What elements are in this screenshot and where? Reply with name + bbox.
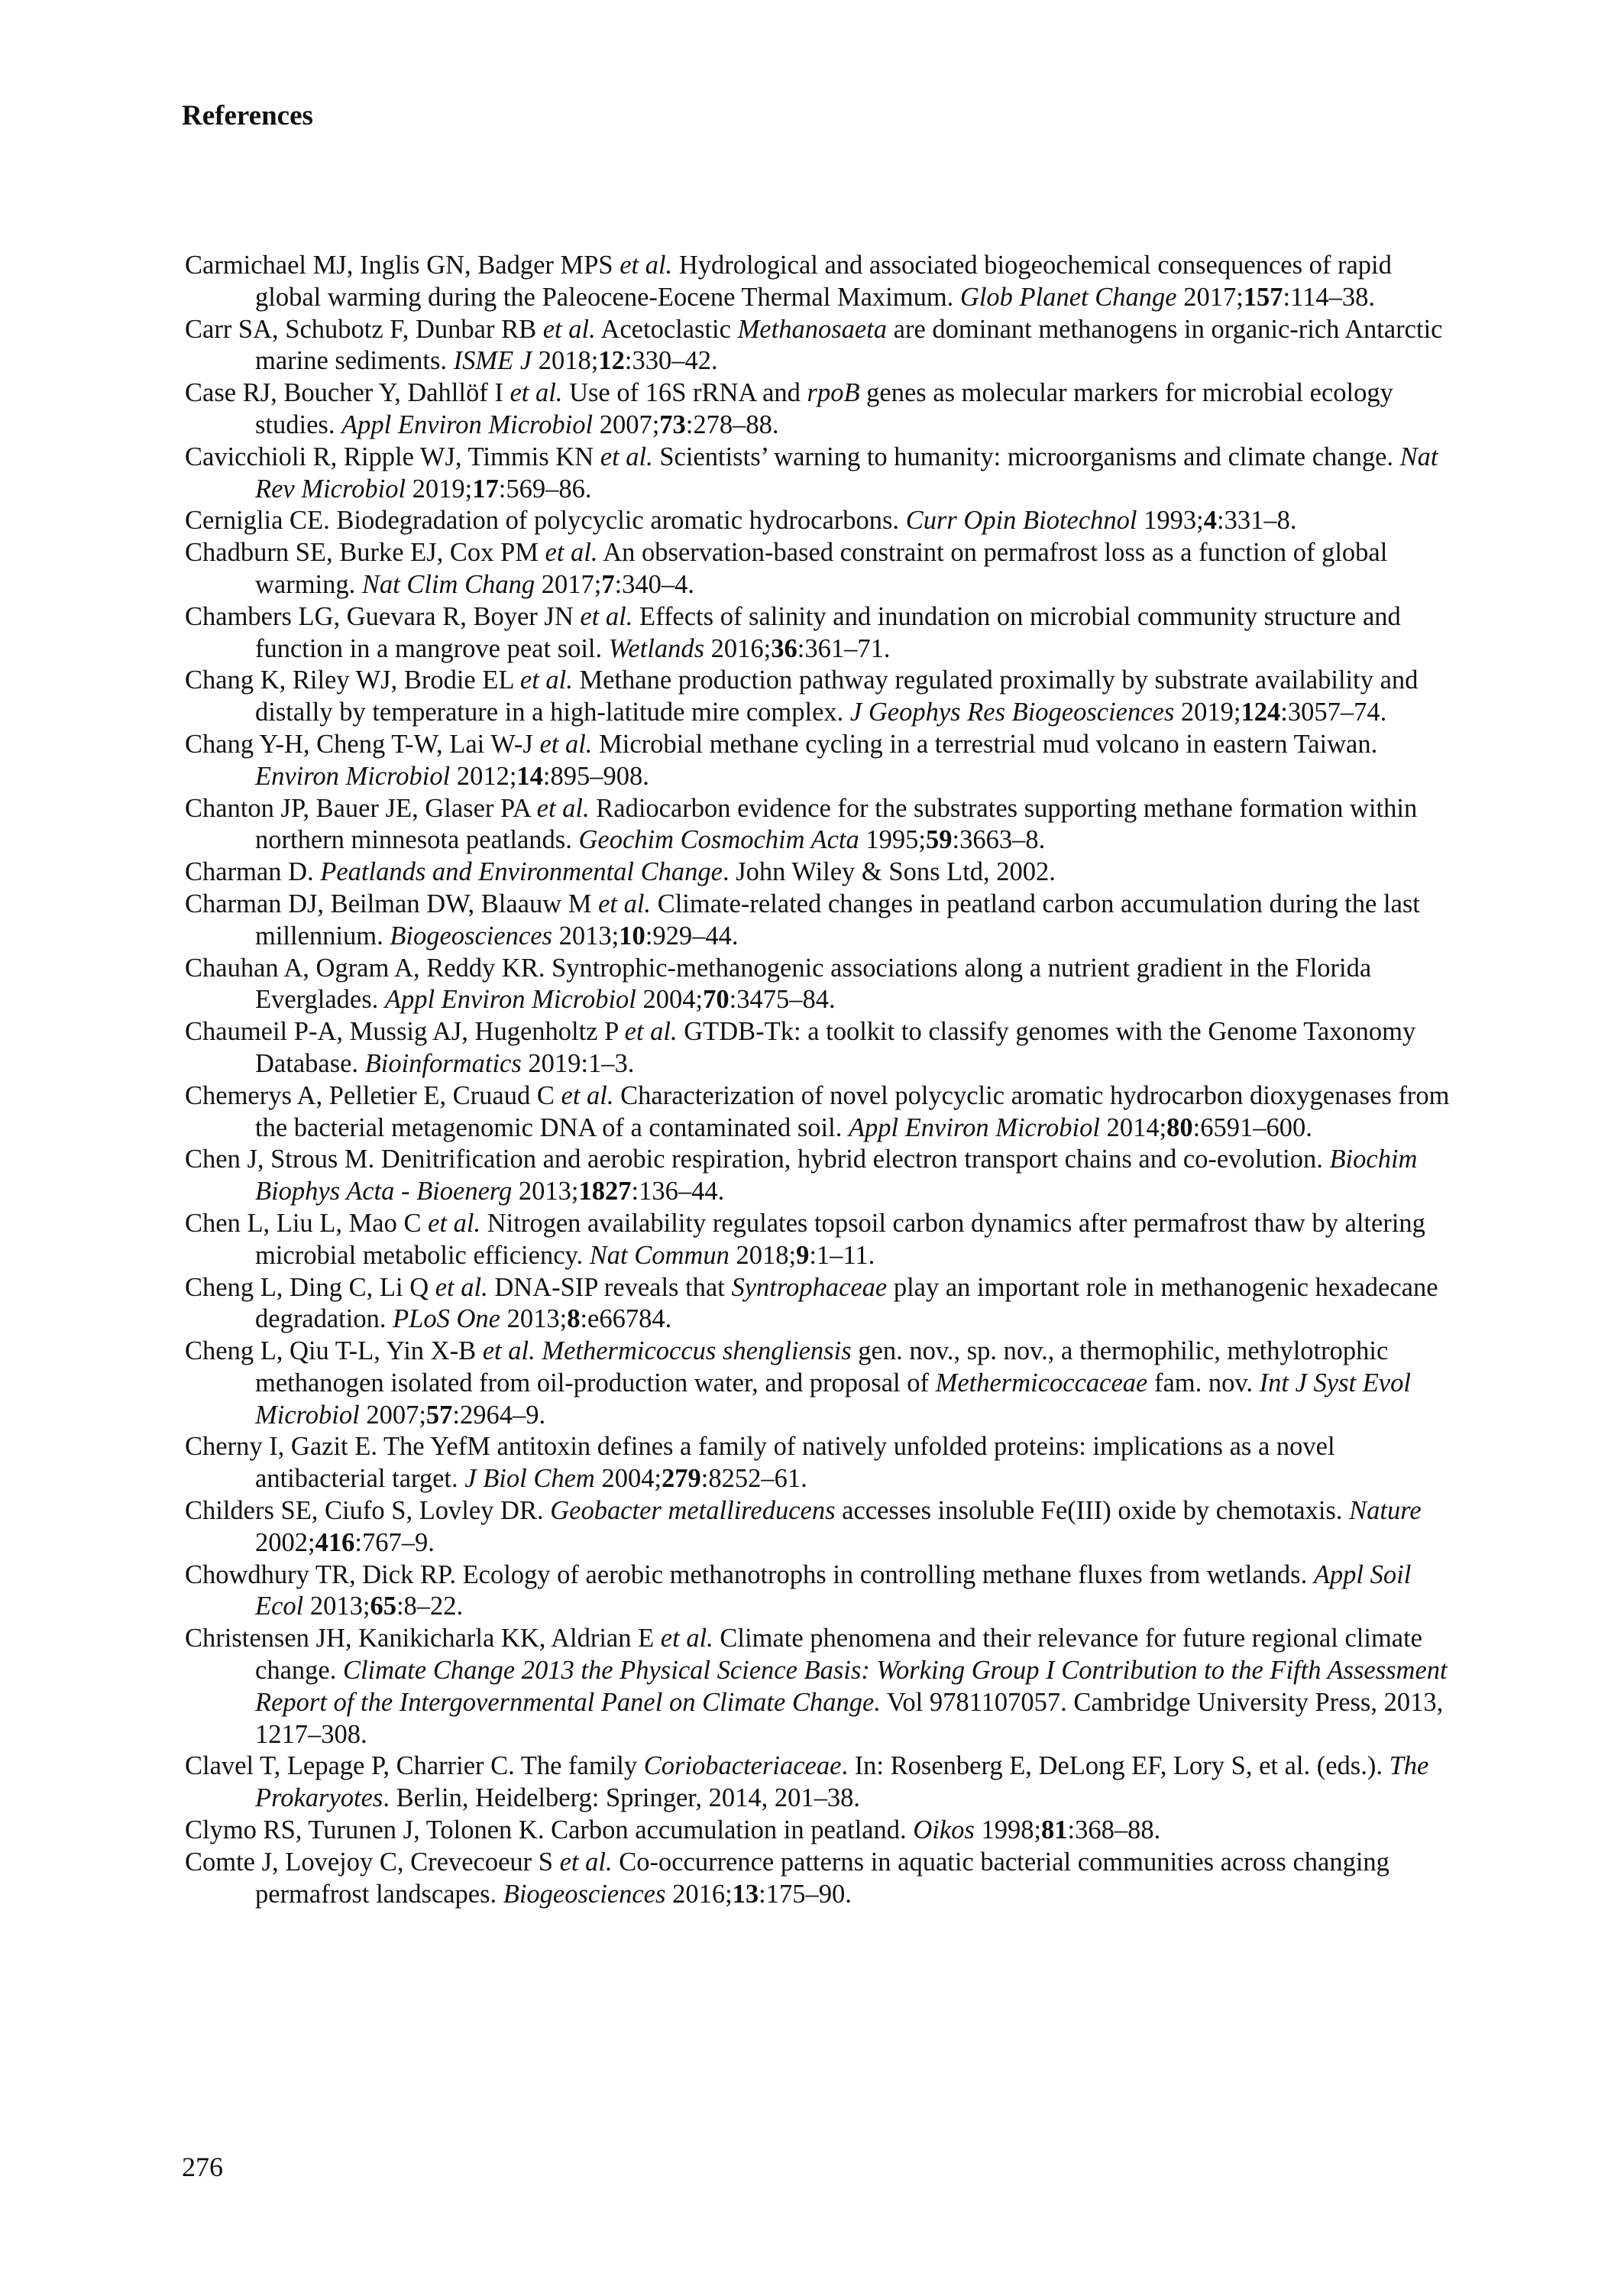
ref-title: Nitrogen availability regulates topsoil carbon dynamics after permafrost thaw by altering microbial metabolic efficiency.	[255, 1208, 1425, 1270]
ref-pages: 2964–9.	[460, 1400, 546, 1430]
ref-authors: Clymo RS, Turunen J, Tolonen K.	[185, 1815, 545, 1845]
ref-pages: 3663–8.	[959, 825, 1046, 855]
ref-volume: 8	[567, 1304, 581, 1334]
ref-pages: 330–42.	[632, 346, 718, 376]
ref-journal: Wetlands	[608, 633, 704, 663]
et-al: et al.	[510, 378, 563, 408]
et-al: et al.	[536, 793, 590, 823]
et-al: et al.	[624, 1017, 678, 1047]
ref-journal: Geochim Cosmochim Acta	[578, 825, 859, 855]
ref-volume: 73	[659, 410, 686, 439]
ref-title-post: play an important role in methanogenic hexadecane degradation.	[255, 1272, 1438, 1334]
ref-authors: Comte J, Lovejoy C, Crevecoeur S	[185, 1847, 553, 1877]
ref-pages: 136–44.	[639, 1177, 725, 1206]
ref-authors: Chaumeil P-A, Mussig AJ, Hugenholtz P	[185, 1017, 619, 1047]
ref-year: 1998	[981, 1815, 1034, 1845]
reference-item	[185, 1016, 1462, 1080]
ref-year: 2013	[506, 1304, 560, 1334]
ref-year: 2007	[599, 410, 652, 439]
ref-journal: Appl Soil Ecol	[255, 1559, 1412, 1621]
ref-taxon: Methanosaeta	[737, 314, 888, 344]
ref-authors: Cheng L, Ding C, Li Q	[185, 1272, 429, 1302]
ref-pages: 361–71.	[804, 633, 891, 663]
ref-gene: rpoB	[807, 378, 860, 408]
reference-item	[185, 1623, 1462, 1751]
ref-pages: 3475–84.	[736, 985, 836, 1015]
ref-title: Ecology of aerobic methanotrophs in controlling methane fluxes from wetlands.	[462, 1559, 1308, 1589]
ref-authors: Charman DJ, Beilman DW, Blaauw M	[185, 889, 592, 918]
reference-item: Chen L, Liu L, Mao C et al. Nitrogen availability regulates topsoil carbon dynamics after permafrost thaw by altering microbial metabolic efficiency. Nat Commun 2018;9:1–11.	[185, 1208, 1425, 1270]
ref-volume: 10	[619, 921, 645, 951]
ref-journal: Appl Environ Microbiol	[848, 1112, 1100, 1142]
ref-journal: Appl Environ Microbiol	[384, 985, 636, 1015]
ref-title-mid: accesses insoluble Fe(III) oxide by chemotaxis.	[842, 1496, 1343, 1526]
ref-volume: 124	[1241, 698, 1281, 727]
ref-year: 2019	[1180, 698, 1234, 727]
ref-year: 2016	[672, 1879, 726, 1909]
ref-year: 2014	[1106, 1112, 1160, 1142]
ref-pages: 8252–61.	[708, 1464, 807, 1494]
ref-year: 2013	[518, 1177, 571, 1206]
ref-journal: Nat Rev Microbiol	[255, 442, 1438, 504]
ref-authors: Chemerys A, Pelletier E, Cruaud C	[185, 1080, 555, 1110]
et-al: et al.	[428, 1208, 481, 1238]
ref-authors: Cerniglia CE.	[185, 506, 330, 536]
ref-volume: 17	[472, 474, 499, 504]
et-al: et al.	[620, 251, 673, 280]
reference-item: Carr SA, Schubotz F, Dunbar RB et al. Acetoclastic Methanosaeta are dominant methanogens in organic-rich Antarctic marine sediments. ISME J 2018;12:330–42.	[185, 314, 1443, 376]
reference-item: Chowdhury TR, Dick RP. Ecology of aerobic methanotrophs in controlling methane fluxes from wetlands. Appl Soil Ecol 2013;65:8–22.	[185, 1559, 1412, 1621]
et-al: et al.	[545, 538, 598, 568]
ref-title-pre: The family	[520, 1751, 638, 1781]
ref-title: Climate-related changes in peatland carbon accumulation during the last millennium.	[255, 889, 1420, 951]
ref-journal: Nature	[1349, 1496, 1422, 1526]
et-al: et al.	[600, 442, 653, 471]
ref-title-pre: Use of 16S rRNA and	[569, 378, 801, 408]
ref-journal: J Geophys Res Biogeosciences	[849, 698, 1175, 727]
reference-item	[185, 1751, 1462, 1815]
ref-journal: Bioinformatics	[364, 1048, 522, 1078]
ref-taxon: Coriobacteriaceae	[643, 1751, 842, 1781]
ref-authors: Christensen JH, Kanikicharla KK, Aldrian E	[185, 1624, 655, 1653]
ref-volume: 279	[662, 1464, 701, 1494]
ref-volume: 59	[926, 825, 953, 855]
ref-title: Scientists’ warning to humanity: microorganisms and climate change.	[659, 442, 1394, 471]
ref-year: 2017	[1183, 282, 1237, 312]
ref-pages: 114–38.	[1290, 282, 1375, 312]
ref-volume: 4	[1203, 506, 1217, 536]
reference-list	[185, 250, 1462, 1910]
ref-title: GTDB-Tk: a toolkit to classify genomes with the Genome Taxonomy Database.	[255, 1017, 1416, 1078]
ref-pages: 3057–74.	[1287, 698, 1387, 727]
ref-journal: Glob Planet Change	[959, 282, 1177, 312]
reference-item: Chauhan A, Ogram A, Reddy KR. Syntrophic-methanogenic associations along a nutrient gradient in the Florida Everglades. Appl Environ Microbiol 2004;70:3475–84.	[185, 953, 1372, 1015]
ref-journal: Int J Syst Evol Microbiol	[255, 1368, 1411, 1430]
ref-journal: Nat Commun	[589, 1240, 730, 1270]
ref-journal: J Biol Chem	[464, 1464, 595, 1494]
reference-item: Carmichael MJ, Inglis GN, Badger MPS et al. Hydrological and associated biogeochemical consequences of rapid global warming during the Paleocene-Eocene Thermal Maximum. Glob Planet Change 2017;157:114–38.	[185, 251, 1392, 312]
ref-year: 2013	[558, 921, 612, 951]
reference-item: Comte J, Lovejoy C, Crevecoeur S et al. Co-occurrence patterns in aquatic bacterial communities across changing permafrost landscapes. Biogeosciences 2016;13:175–90.	[185, 1847, 1389, 1909]
ref-journal: Biochim Biophys Acta - Bioenerg	[255, 1145, 1418, 1206]
ref-volume: 13	[732, 1879, 759, 1909]
ref-authors: Clavel T, Lepage P, Charrier C.	[185, 1751, 515, 1781]
ref-publisher: . Berlin, Heidelberg: Springer, 2014, 201–38.	[383, 1783, 860, 1813]
ref-volume: 57	[425, 1400, 453, 1430]
ref-authors: Chen J, Strous M.	[185, 1145, 375, 1174]
ref-journal: Biogeosciences	[390, 921, 552, 951]
ref-volume: 80	[1166, 1112, 1193, 1142]
ref-year: 2019	[412, 474, 465, 504]
ref-authors: Cavicchioli R, Ripple WJ, Timmis KN	[185, 442, 594, 471]
ref-authors: Chen L, Liu L, Mao C	[185, 1208, 422, 1238]
et-al: et al.	[580, 601, 633, 631]
reference-item: Chanton JP, Bauer JE, Glaser PA et al. Radiocarbon evidence for the substrates supporting methane formation within northern minnesota peatlands. Geochim Cosmochim Acta 1995;59:3663–8.	[185, 793, 1418, 855]
ref-year: 1995	[865, 825, 919, 855]
page-title: References	[182, 100, 313, 131]
ref-year: 2018	[736, 1240, 789, 1270]
ref-pages: 278–88.	[693, 410, 779, 439]
ref-book-title: Peatlands and Environmental Change	[320, 857, 723, 887]
ref-title-mid: gen. nov., sp. nov., a thermophilic, methylotrophic methanogen isolated from oil-production water, and proposal of	[255, 1336, 1389, 1397]
ref-pages: 929–44.	[652, 921, 739, 951]
ref-taxon-family: Methermicoccaceae	[935, 1368, 1148, 1397]
reference-item: Chen J, Strous M. Denitrification and aerobic respiration, hybrid electron transport chains and co-evolution. Biochim Biophys Acta - Bioenerg 2013;1827:136–44.	[185, 1145, 1418, 1206]
ref-authors: Case RJ, Boucher Y, Dahllöf I	[185, 378, 503, 408]
ref-authors: Charman D.	[185, 857, 314, 887]
et-al: et al.	[435, 1272, 488, 1302]
ref-year-pages: 2019:1–3.	[528, 1048, 635, 1078]
reference-item: Cheng L, Ding C, Li Q et al. DNA-SIP reveals that Syntrophaceae play an important role in methanogenic hexadecane degradation. PLoS One 2013;8:e66784.	[185, 1272, 1438, 1334]
ref-year: 2002	[255, 1527, 308, 1557]
ref-volume: 81	[1041, 1815, 1068, 1845]
reference-item: Chemerys A, Pelletier E, Cruaud C et al. Characterization of novel polycyclic aromatic hydrocarbon dioxygenases from the bacterial metagenomic DNA of a contaminated soil. Appl Environ Microbiol 2014;80:6591–600.	[185, 1080, 1450, 1142]
ref-pages: 895–908.	[550, 761, 649, 791]
ref-authors: Cherny I, Gazit E.	[185, 1432, 377, 1462]
reference-item: Chang Y-H, Cheng T-W, Lai W-J et al. Microbial methane cycling in a terrestrial mud volcano in eastern Taiwan. Environ Microbiol 2012;14:895–908.	[185, 729, 1378, 791]
ref-authors: Chanton JP, Bauer JE, Glaser PA	[185, 793, 531, 823]
ref-journal: Environ Microbiol	[255, 761, 451, 791]
ref-journal: ISME J	[453, 346, 532, 376]
ref-volume: 36	[771, 633, 797, 663]
ref-year: 2018	[538, 346, 591, 376]
ref-publisher: Vol 9781107057. Cambridge University Press, 2013, 1217–308.	[255, 1687, 1444, 1749]
ref-title: Methane production pathway regulated proximally by substrate availability and distally by temperature in a high-latitude mire complex.	[255, 666, 1419, 727]
ref-title: Radiocarbon evidence for the substrates supporting methane formation within northern minnesota peatlands.	[255, 793, 1418, 855]
ref-pages: e66784.	[587, 1304, 672, 1334]
ref-title-post: . In: Rosenberg E, DeLong EF, Lory S, et al. (eds.).	[841, 1751, 1383, 1781]
ref-authors: Chang Y-H, Cheng T-W, Lai W-J	[185, 729, 533, 759]
ref-authors: Chang K, Riley WJ, Brodie EL	[185, 666, 514, 695]
ref-volume: 7	[601, 569, 615, 599]
ref-authors: Chadburn SE, Burke EJ, Cox PM	[185, 538, 539, 568]
ref-pages: 368–88.	[1075, 1815, 1161, 1845]
ref-title: Syntrophic-methanogenic associations along a nutrient gradient in the Florida Everglades.	[255, 953, 1372, 1015]
ref-authors: Childers SE, Ciufo S, Lovley DR.	[185, 1496, 544, 1526]
reference-item: Chadburn SE, Burke EJ, Cox PM et al. An observation-based constraint on permafrost loss as a function of global warming. Nat Clim Chang 2017;7:340–4.	[185, 538, 1388, 599]
ref-title: Co-occurrence patterns in aquatic bacterial communities across changing permafrost landscapes.	[255, 1847, 1389, 1909]
ref-title: Hydrological and associated biogeochemical consequences of rapid global warming during the Paleocene-Eocene Thermal Maximum.	[255, 251, 1392, 312]
ref-year: 2012	[456, 761, 510, 791]
ref-journal: Curr Opin Biotechnol	[905, 506, 1137, 536]
ref-volume: 65	[370, 1592, 396, 1621]
reference-item: Chang K, Riley WJ, Brodie EL et al. Methane production pathway regulated proximally by substrate availability and distally by temperature in a high-latitude mire complex. J Geophys Res Biogeosciences 2019;124:3057–74.	[185, 666, 1419, 727]
ref-pages: 175–90.	[765, 1879, 852, 1909]
reference-item: Cherny I, Gazit E. The YefM antitoxin defines a family of natively unfolded proteins: implications as a novel antibacterial target. J Biol Chem 2004;279:8252–61.	[185, 1432, 1335, 1494]
ref-volume: 1827	[578, 1177, 632, 1206]
ref-journal: Appl Environ Microbiol	[341, 410, 594, 439]
ref-title: Microbial methane cycling in a terrestrial mud volcano in eastern Taiwan.	[599, 729, 1378, 759]
reference-item: Cheng L, Qiu T-L, Yin X-B et al. Methermicoccus shengliensis gen. nov., sp. nov., a thermophilic, methylotrophic methanogen isolated from oil-production water, and proposal of Methermicoccaceae fam. nov. Int J Syst Evol Microbiol 2007;57:2964–9.	[185, 1336, 1411, 1430]
ref-year: 2013	[309, 1592, 363, 1621]
reference-item: Cavicchioli R, Ripple WJ, Timmis KN et al. Scientists’ warning to humanity: microorganisms and climate change. Nat Rev Microbiol 2019;17:569–86.	[185, 442, 1438, 504]
reference-item: Charman D. Peatlands and Environmental Change. John Wiley & Sons Ltd, 2002.	[185, 857, 1056, 887]
ref-pages: 340–4.	[622, 569, 695, 599]
ref-publisher: John Wiley & Sons Ltd, 2002.	[736, 857, 1056, 887]
ref-title-pre: Acetoclastic	[600, 314, 731, 344]
ref-title: Biodegradation of polycyclic aromatic hydrocarbons.	[336, 506, 900, 536]
page-number: 276	[182, 2152, 223, 2182]
ref-volume: 157	[1243, 282, 1283, 312]
ref-volume: 70	[703, 985, 730, 1015]
ref-journal: Biogeosciences	[503, 1879, 666, 1909]
et-al: et al.	[519, 666, 573, 695]
ref-book-title: The Prokaryotes	[255, 1751, 1429, 1813]
ref-year: 1993	[1144, 506, 1197, 536]
reference-item: Childers SE, Ciufo S, Lovley DR. Geobacter metallireducens accesses insoluble Fe(III) oxide by chemotaxis. Nature 2002;416:767–9.	[185, 1496, 1422, 1557]
reference-item: Clymo RS, Turunen J, Tolonen K. Carbon accumulation in peatland. Oikos 1998;81:368–88.	[185, 1815, 1161, 1845]
et-al: et al.	[559, 1847, 613, 1877]
ref-authors: Chauhan A, Ogram A, Reddy KR.	[185, 953, 545, 983]
reference-item: Chambers LG, Guevara R, Boyer JN et al. Effects of salinity and inundation on microbial community structure and function in a mangrove peat soil. Wetlands 2016;36:361–71.	[185, 601, 1401, 663]
ref-journal: Nat Clim Chang	[361, 569, 535, 599]
ref-taxon: Syntrophaceae	[731, 1272, 888, 1302]
ref-journal: Oikos	[913, 1815, 975, 1845]
ref-title-end: fam. nov.	[1153, 1368, 1254, 1397]
ref-title: The YefM antitoxin defines a family of natively unfolded proteins: implications as a novel antibacterial target.	[255, 1432, 1335, 1494]
ref-year: 2017	[541, 569, 594, 599]
reference-item: Cerniglia CE. Biodegradation of polycyclic aromatic hydrocarbons. Curr Opin Biotechnol 1993;4:331–8.	[185, 506, 1297, 536]
ref-year: 2004	[642, 985, 696, 1015]
ref-pages: 1–11.	[816, 1240, 875, 1270]
et-al: et al.	[539, 729, 593, 759]
ref-volume: 14	[516, 761, 543, 791]
ref-title: Denitrification and aerobic respiration, hybrid electron transport chains and co-evolution.	[380, 1145, 1323, 1174]
ref-title: An observation-based constraint on permafrost loss as a function of global warming.	[255, 538, 1388, 599]
ref-title: Effects of salinity and inundation on microbial community structure and function in a mangrove peat soil.	[255, 601, 1401, 663]
ref-volume: 416	[315, 1527, 355, 1557]
ref-year: 2007	[366, 1400, 419, 1430]
et-al: et al.	[561, 1080, 614, 1110]
et-al: et al.	[660, 1624, 713, 1653]
ref-title: Carbon accumulation in peatland.	[551, 1815, 907, 1845]
ref-authors: Carr SA, Schubotz F, Dunbar RB	[185, 314, 537, 344]
ref-authors: Chambers LG, Guevara R, Boyer JN	[185, 601, 574, 631]
ref-pages: 569–86.	[506, 474, 592, 504]
ref-volume: 12	[598, 346, 625, 376]
ref-taxon: Methermicoccus shengliensis	[542, 1336, 852, 1366]
ref-book-title: Climate Change 2013 the Physical Science Basis: Working Group I Contribution to the Fifth Assessment Report of the Intergovernmental Panel on Climate Change.	[255, 1656, 1448, 1717]
ref-pages: 6591–600.	[1200, 1112, 1312, 1142]
reference-item: Charman DJ, Beilman DW, Blaauw M et al. Climate-related changes in peatland carbon accumulation during the last millennium. Biogeosciences 2013;10:929–44.	[185, 889, 1420, 951]
et-al: et al.	[542, 314, 596, 344]
ref-pages: 8–22.	[403, 1592, 464, 1621]
ref-title-post: are dominant methanogens in organic-rich Antarctic marine sediments.	[255, 314, 1443, 376]
ref-title-pre: DNA-SIP reveals that	[494, 1272, 725, 1302]
ref-authors: Cheng L, Qiu T-L, Yin X-B	[185, 1336, 477, 1366]
ref-title: Climate phenomena and their relevance for future regional climate change.	[255, 1624, 1422, 1686]
ref-pages: 331–8.	[1224, 506, 1297, 536]
ref-pages: 767–9.	[361, 1527, 435, 1557]
ref-year: 2004	[601, 1464, 655, 1494]
ref-authors: Chowdhury TR, Dick RP.	[185, 1559, 456, 1589]
et-al: et al.	[598, 889, 652, 918]
ref-journal: PLoS One	[393, 1304, 500, 1334]
ref-taxon: Geobacter metallireducens	[550, 1496, 836, 1526]
ref-title-post: genes as molecular markers for microbial ecology studies.	[255, 378, 1393, 439]
ref-year: 2016	[710, 633, 764, 663]
et-al: et al.	[482, 1336, 535, 1366]
ref-authors: Carmichael MJ, Inglis GN, Badger MPS	[185, 251, 613, 280]
reference-item: Case RJ, Boucher Y, Dahllöf I et al. Use of 16S rRNA and rpoB genes as molecular markers for microbial ecology studies. Appl Environ Microbiol 2007;73:278–88.	[185, 378, 1393, 439]
ref-volume: 9	[796, 1240, 810, 1270]
ref-title: Characterization of novel polycyclic aromatic hydrocarbon dioxygenases from the bacterial metagenomic DNA of a contaminated soil.	[255, 1080, 1450, 1142]
